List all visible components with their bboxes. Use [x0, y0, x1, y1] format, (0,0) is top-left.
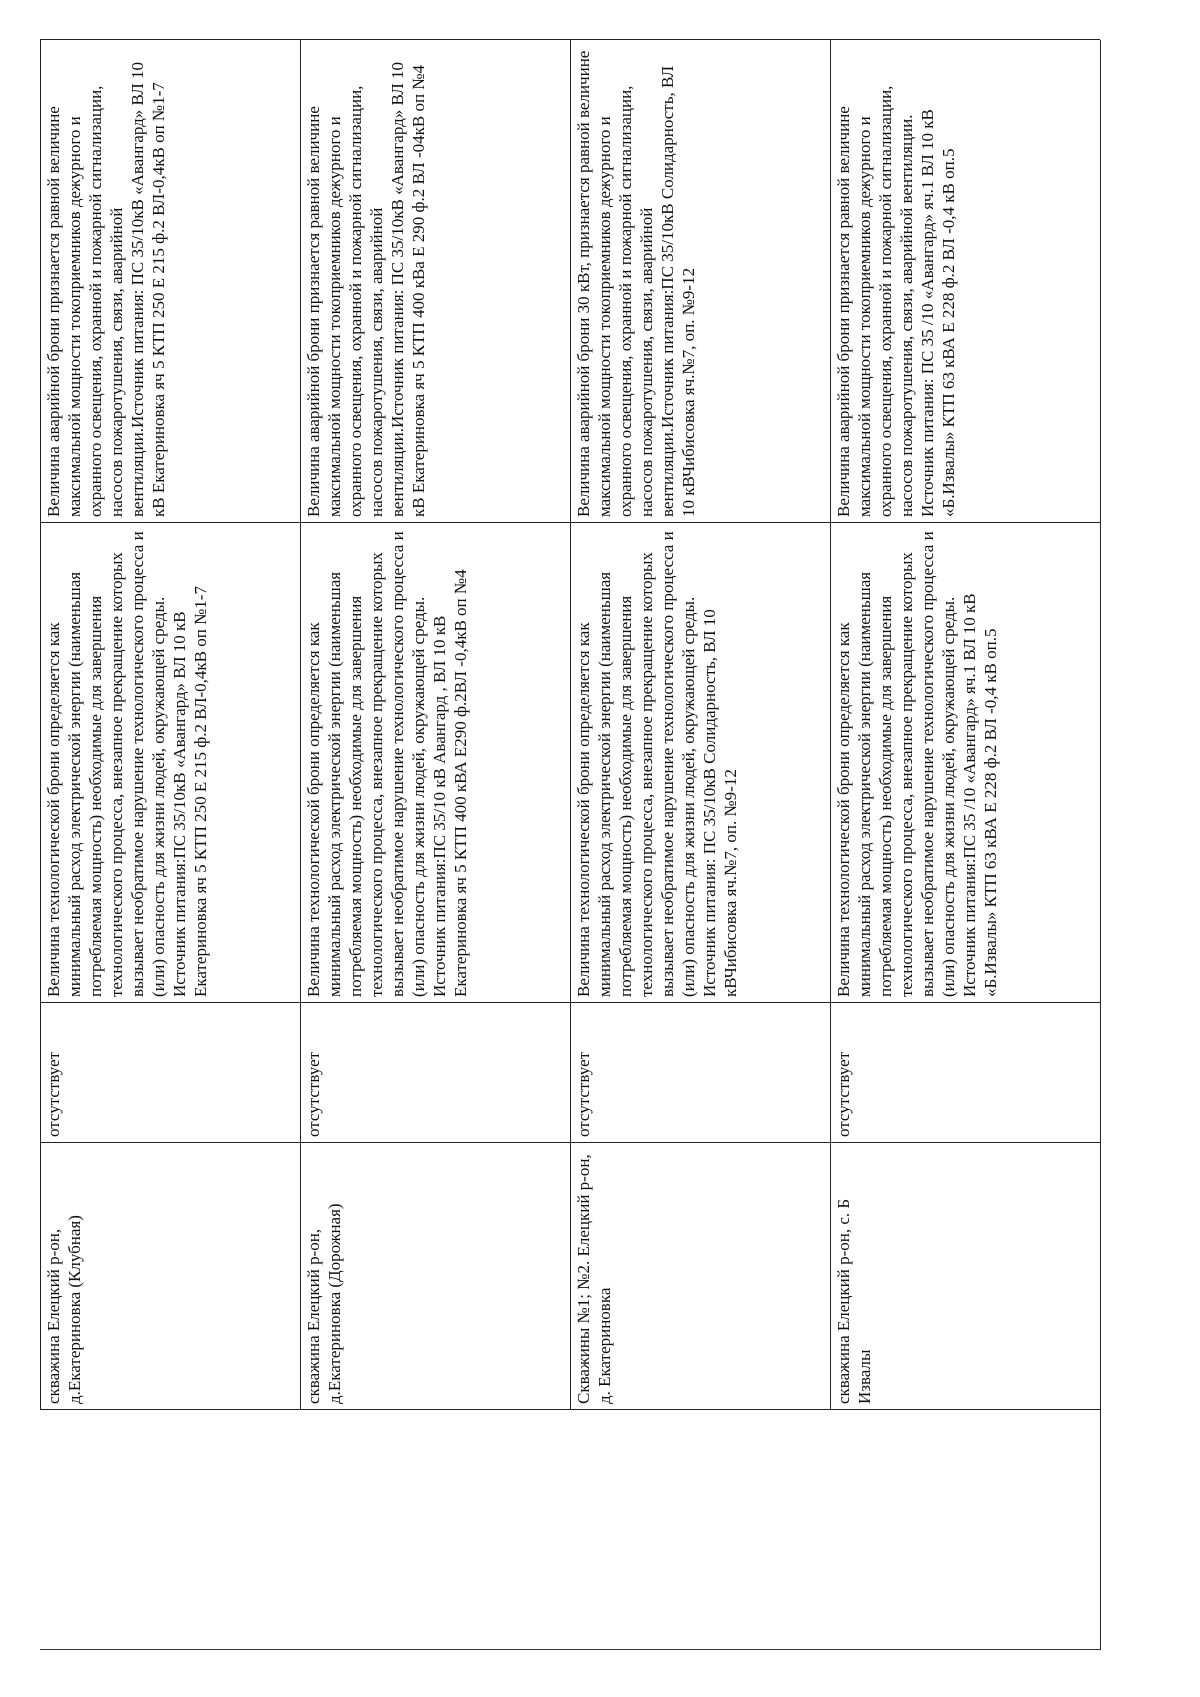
technological-reserve-cell: Величина технологической брони определяется как минимальный расход электрической энергии (наименьшая потребляемая мощность) необходимые для завершения технологического процесса, внезапное прекращение которых вызывает необратимое нарушение технологического процесса и (или) опасность для жизни людей, окружающей среды. Источник питания:ПС 35 /10 «Авангард» яч.1 ВЛ 10 кВ «Б.Извалы» КТП 63 кВА Е 228 ф.2 ВЛ -0,4 кВ оп.5	[834, 531, 1000, 997]
table-bottom-border	[1100, 40, 1101, 1650]
table-row	[570, 40, 830, 1650]
object-cell: скважина Елецкий р-он, с. Б Извалы	[834, 1198, 874, 1404]
blank-area-rule	[40, 1649, 1100, 1650]
technological-reserve-cell: Величина технологической брони определяется как минимальный расход электрической энергии (наименьшая потребляемая мощность) необходимые для завершения технологического процесса, внезапное прекращение которых вызывает необратимое нарушение технологического процесса и (или) опасность для жизни людей, окружающей среды. Источник питания: ПС 35/10кВ Солидарность, ВЛ 10 кВЧибисовка яч.№7, оп. №9-12	[574, 531, 740, 997]
emergency-reserve-cell: Величина аварийной брони 30 кВт, признается равной величине максимальной мощности токоприемников дежурного и охранного освещения, охранной и пожарной сигнализации, насосов пожаротушения, связи, аварийной вентиляции.Источник питания:ПС 35/10кВ Солидарность, ВЛ 10 кВЧибисовка яч.№7, оп. №9-12	[574, 50, 698, 517]
table-row	[830, 40, 1100, 1650]
absent-cell: отсутствует	[44, 1051, 63, 1137]
emergency-reserve-cell: Величина аварийной брони признается равной величине максимальной мощности токоприемников дежурного и охранного освещения, охранной и пожарной сигнализации, насосов пожаротушения, связи, аварийной вентиляции.Источник питания: ПС 35/10кВ «Авангард» ВЛ 10 кВ Екатериновка яч 5 КТП 400 кВа Е 290 ф.2 ВЛ -04кВ оп №4	[304, 62, 428, 517]
power-reserve-table	[40, 40, 1100, 1650]
emergency-reserve-cell: Величина аварийной брони признается равной величине максимальной мощности токоприемников дежурного и охранного освещения, охранной и пожарной сигнализации, насосов пожаротушения, связи, аварийной вентиляции. Источник питания: ПС 35 /10 «Авангард» яч.1 ВЛ 10 кВ «Б.Извалы» КТП 63 кВА Е 228 ф.2 ВЛ -0,4 кВ оп.5	[834, 85, 958, 517]
object-cell: скважина Елецкий р-он, д.Екатериновка (Дорожная)	[304, 1203, 344, 1404]
object-cell: скважина Елецкий р-он, д.Екатериновка (Клубная)	[44, 1215, 84, 1404]
technological-reserve-cell: Величина технологической брони определяется как минимальный расход электрической энергии (наименьшая потребляемая мощность) необходимые для завершения технологического процесса, внезапное прекращение которых вызывает необратимое нарушение технологического процесса и (или) опасность для жизни людей, окружающей среды. Источник питания:ПС 35/10 кВ Авангард , ВЛ 10 кВ Екатериновка яч 5 КТП 400 кВА Е290 ф.2ВЛ -0,4кВ оп №4	[304, 531, 470, 997]
object-cell: Скважины №1; №2. Елецкий р-он, д. Екатериновка	[574, 1154, 614, 1404]
emergency-reserve-cell: Величина аварийной брони признается равной величине максимальной мощности токоприемников дежурного и охранного освещения, охранной и пожарной сигнализации, насосов пожаротушения, связи, аварийной вентиляции.Источник питания: ПС 35/10кВ «Авангард» ВЛ 10 кВ Екатериновка яч 5 КТП 250 Е 215 ф.2 ВЛ-0,4кВ оп №1-7	[44, 62, 168, 517]
absent-cell: отсутствует	[304, 1051, 323, 1137]
technological-reserve-cell: Величина технологической брони определяется как минимальный расход электрической энергии (наименьшая потребляемая мощность) необходимые для завершения технологического процесса, внезапное прекращение которых вызывает необратимое нарушение технологического процесса и (или) опасность для жизни людей, окружающей среды. Источник питания:ПС 35/10кВ «Авангард» ВЛ 10 кВ Екатериновка яч 5 КТП 250 Е 215 ф.2 ВЛ-0,4кВ оп №1-7	[44, 531, 210, 997]
absent-cell: отсутствует	[574, 1051, 593, 1137]
absent-cell: отсутствует	[834, 1051, 853, 1137]
table-row	[40, 40, 300, 1650]
table-row	[300, 40, 570, 1650]
rotated-landscape-table	[40, 40, 1100, 1650]
